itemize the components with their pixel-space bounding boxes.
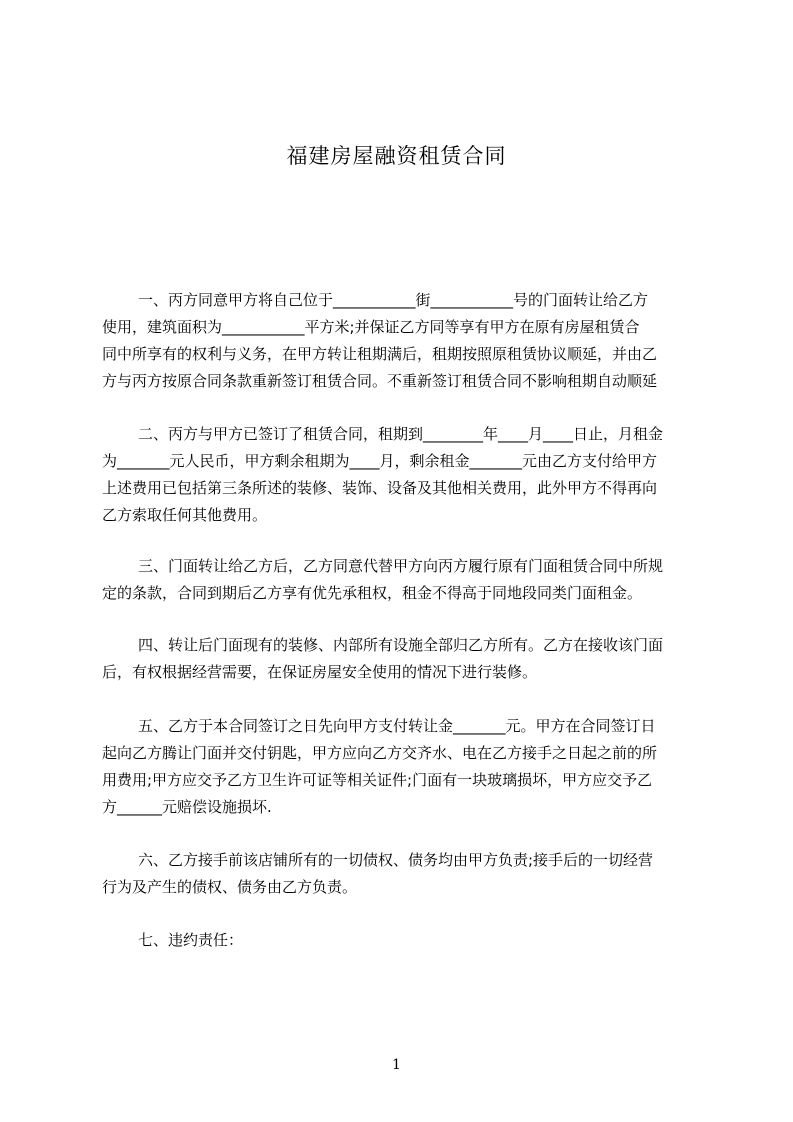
clause-line: 七、违约责任：: [138, 931, 244, 949]
clause-line: 上述费用已包括第三条所述的装修、装饰、设备及其他相关费用，此外甲方不得再向: [102, 479, 658, 497]
clause-5: [102, 713, 702, 821]
clause-3: [102, 553, 702, 607]
clause-1: [102, 287, 702, 395]
clause-line: 方与丙方按原合同条款重新签订租赁合同。不重新签订租赁合同不影响租期自动顺延: [102, 372, 658, 390]
clause-line: 三、门面转让给乙方后，乙方同意代替甲方向丙方履行原有门面租赁合同中所规: [138, 557, 664, 575]
clause-line: 四、转让后门面现有的装修、内部所有设施全部归乙方所有。乙方在接收该门面: [138, 636, 664, 654]
clause-2: [102, 421, 702, 529]
clause-line: 起向乙方腾让门面并交付钥匙，甲方应向乙方交齐水、电在乙方接手之日起之前的所: [102, 744, 658, 762]
clause-line: 方______元赔偿设施损坏.: [102, 798, 272, 816]
clause-line: 六、乙方接手前该店铺所有的一切债权、债务均由甲方负责;接手后的一切经营: [138, 851, 654, 869]
clause-line: 行为及产生的债权、债务由乙方负责。: [102, 878, 358, 896]
clause-line: 二、丙方与甲方已签订了租赁合同，租期到________年____月____日止，月租金: [138, 425, 664, 443]
clause-6: [102, 847, 702, 901]
clause-line: 一、丙方同意甲方将自己位于___________街___________号的门面转让给乙方: [138, 291, 649, 309]
clause-line: 乙方索取任何其他费用。: [102, 506, 268, 524]
page-number: 1: [392, 1057, 401, 1073]
clause-line: 用费用;甲方应交予乙方卫生许可证等相关证件;门面有一块玻璃损坏，甲方应交予乙: [102, 771, 653, 789]
clause-line: 定的条款，合同到期后乙方享有优先承租权，租金不得高于同地段同类门面租金。: [102, 584, 643, 602]
clause-line: 五、乙方于本合同签订之日先向甲方支付转让金_______元。甲方在合同签订日: [138, 717, 656, 735]
clause-7: [102, 927, 702, 954]
document-title: 福建房屋融资租赁合同: [286, 144, 507, 168]
clause-line: 使用，建筑面积为___________平方米;并保证乙方同等享有甲方在原有房屋租赁合: [102, 318, 640, 336]
clause-line: 为_______元人民币，甲方剩余租期为____月，剩余租金_______元由乙方支付给甲方: [102, 452, 658, 470]
clause-4: [102, 632, 702, 686]
clause-line: 后，有权根据经营需要，在保证房屋安全使用的情况下进行装修。: [102, 663, 538, 681]
clause-line: 同中所享有的权利与义务，在甲方转让租期满后，租期按照原租赁协议顺延，并由乙: [102, 345, 658, 363]
